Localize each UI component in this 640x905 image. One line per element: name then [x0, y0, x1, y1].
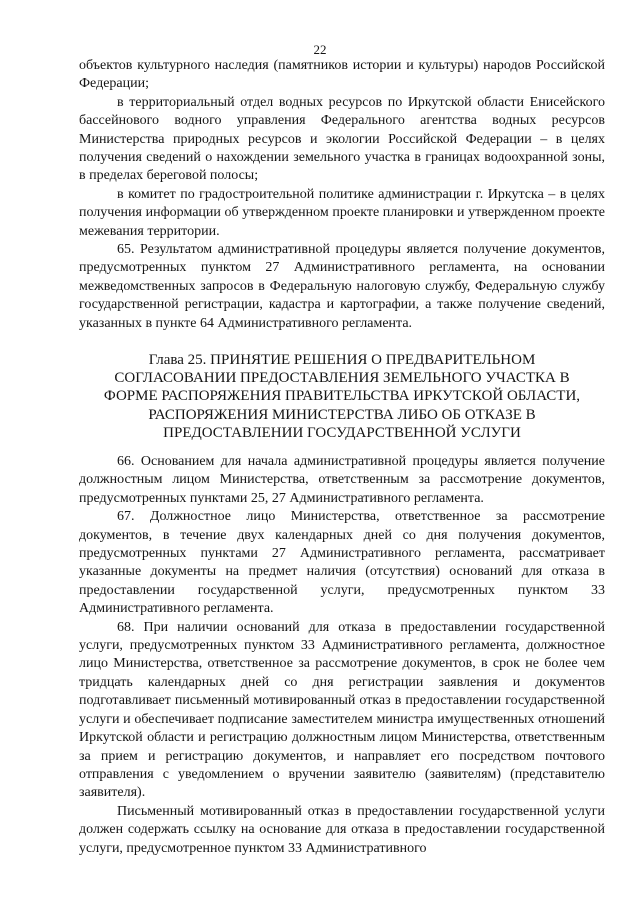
chapter-heading-line: ФОРМЕ РАСПОРЯЖЕНИЯ ПРАВИТЕЛЬСТВА ИРКУТСКОЙ ОБЛАСТИ,: [103, 388, 581, 405]
paragraph-water-resources: в территориальный отдел водных ресурсов по Иркутской области Енисейского бассейнового водного управления Федерального агентства водных ресурсов Министерства природных ресурсов и экологии Российской Федерации – в целях получения сведений о нахождении земельного участка в границах водоохранной зоны, в пределах береговой полосы;: [79, 94, 605, 184]
chapter-heading-line: Глава 25. ПРИНЯТИЕ РЕШЕНИЯ О ПРЕДВАРИТЕЛЬНОМ: [148, 352, 536, 368]
chapter-heading-line: СОГЛАСОВАНИИ ПРЕДОСТАВЛЕНИЯ ЗЕМЕЛЬНОГО УЧАСТКА В: [114, 370, 570, 387]
bottom-text-block: [79, 453, 605, 858]
paragraph-cultural-heritage: объектов культурного наследия (памятников истории и культуры) народов Российской Федерации;: [79, 58, 605, 92]
paragraph-refusal-content: Письменный мотивированный отказ в предоставлении государственной услуги должен содержать ссылку на основание для отказа в предоставлении государственной услуги, предусмотренное пунктом 33 Административного: [79, 803, 605, 856]
paragraph-65: 65. Результатом административной процедуры является получение документов, предусмотренных пунктом 27 Административного регламента, на основании межведомственных запросов в Федеральную налоговую службу, Федеральную службу государственной регистрации, кадастра и картографии, а также получение сведений, указанных в пункте 64 Административного регламента.: [79, 242, 605, 331]
paragraph-urban-planning: в комитет по градостроительной политике администрации г. Иркутска – в целях получения информации об утвержденном проекте планировки и утвержденном проекте межевания территории.: [79, 186, 605, 239]
paragraph-68: 68. При наличии оснований для отказа в предоставлении государственной услуги, предусмотренных пунктом 33 Административного регламента, должностное лицо Министерства, ответственное за рассмотрение документов, в срок не более чем тридцать календарных дней со дня регистрации заявления и документов подготавливает письменный мотивированный отказ в предоставлении государственной услуги и обеспечивает подписание заместителем министра имущественных отношений Иркутской области и регистрацию должностным лицом Министерства, ответственным за прием и регистрацию документов, и направляет его посредством почтового отправления с уведомлением о вручении заявителю (заявителям) (представителю заявителя).: [79, 619, 605, 801]
paragraph-67: 67. Должностное лицо Министерства, ответственное за рассмотрение документов, в течение двух календарных дней со дня получения документов, предусмотренных пунктами 27 Административного регламента, рассматривает указанные документы на предмет наличия (отсутствия) оснований для отказа в предоставлении государственной услуги, предусмотренных пунктом 33 Административного регламента.: [79, 509, 605, 617]
paragraph-66: 66. Основанием для начала административной процедуры является получение должностным лицом Министерства, ответственным за рассмотрение документов, предусмотренных пунктами 25, 27 Административного регламента.: [79, 454, 605, 506]
page-number: 22: [313, 42, 327, 57]
chapter-heading: [79, 351, 605, 442]
top-text-block: [79, 57, 605, 333]
chapter-heading-line: ПРЕДОСТАВЛЕНИИ ГОСУДАРСТВЕННОЙ УСЛУГИ: [163, 424, 521, 441]
chapter-heading-line: РАСПОРЯЖЕНИЯ МИНИСТЕРСТВА ЛИБО ОБ ОТКАЗЕ В: [148, 406, 536, 423]
